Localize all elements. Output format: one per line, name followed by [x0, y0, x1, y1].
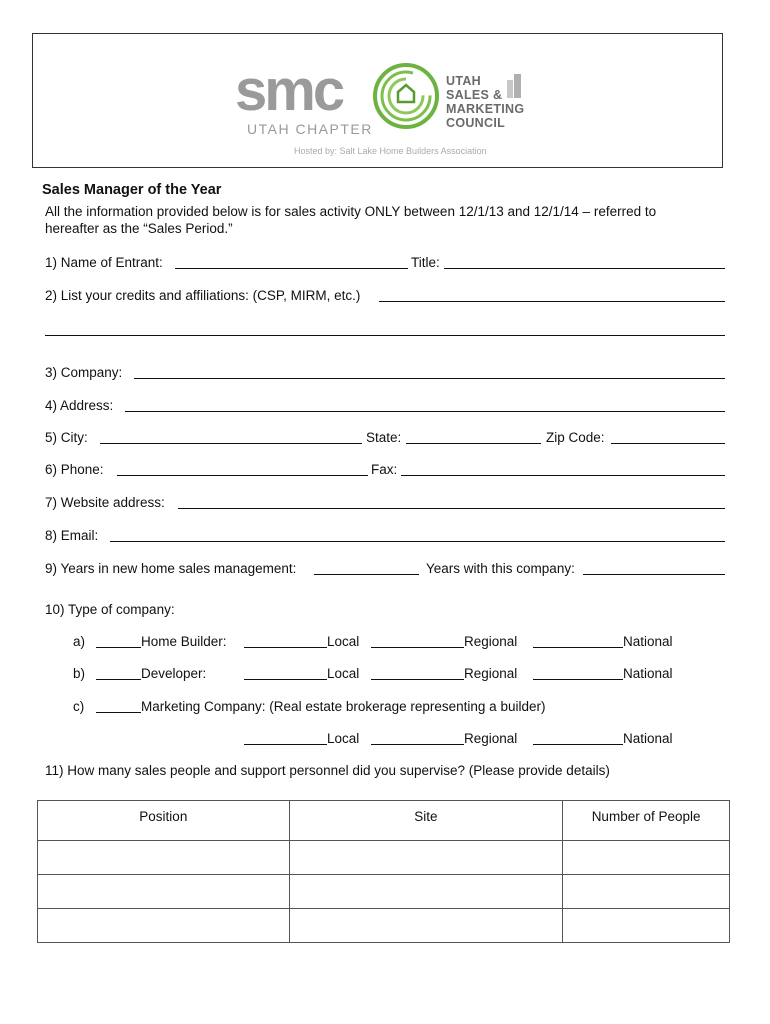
company-field[interactable] [134, 378, 725, 379]
scope-regional-label: Regional [464, 634, 518, 649]
credits-field[interactable] [379, 301, 725, 302]
q4-label: 4) Address: [45, 398, 114, 413]
q5-state-label: State: [366, 430, 402, 445]
developer-regional-field[interactable] [371, 679, 464, 680]
marketing-national-field[interactable] [533, 744, 623, 745]
marketing-local-field[interactable] [244, 744, 327, 745]
q5-label: 5) City: [45, 430, 88, 445]
years-company-field[interactable] [583, 574, 725, 575]
fax-field[interactable] [401, 475, 725, 476]
table-header-number: Number of People [563, 801, 730, 841]
scope-local-label: Local [327, 634, 360, 649]
form-title: Sales Manager of the Year [42, 182, 222, 198]
site-cell[interactable] [289, 841, 563, 875]
q9-company-label: Years with this company: [426, 561, 575, 576]
table-header-position: Position [38, 801, 290, 841]
chapter-label: UTAH CHAPTER [247, 121, 373, 137]
option-label: Marketing Company: (Real estate brokerage representing a builder) [141, 699, 546, 714]
entrant-name-field[interactable] [175, 268, 408, 269]
position-cell[interactable] [38, 841, 290, 875]
q5-zip-label: Zip Code: [546, 430, 605, 445]
credits-field-line-2[interactable] [45, 335, 725, 336]
site-cell[interactable] [289, 875, 563, 909]
hosted-by-text: Hosted by: Salt Lake Home Builders Association [294, 146, 487, 156]
option-letter: a) [73, 634, 86, 649]
developer-national-field[interactable] [533, 679, 623, 680]
q1-title-label: Title: [411, 255, 440, 270]
position-cell[interactable] [38, 909, 290, 943]
q10-label: 10) Type of company: [45, 602, 175, 617]
council-line: MARKETING [446, 102, 525, 116]
scope-local-label: Local [327, 666, 360, 681]
table-row [38, 841, 730, 875]
phone-field[interactable] [117, 475, 368, 476]
q2-label: 2) List your credits and affiliations: (CSP, MIRM, etc.) [45, 288, 361, 303]
q3-label: 3) Company: [45, 365, 123, 380]
marketing-regional-field[interactable] [371, 744, 464, 745]
email-field[interactable] [110, 541, 725, 542]
q9-label: 9) Years in new home sales management: [45, 561, 297, 576]
option-letter: c) [73, 699, 85, 714]
zip-field[interactable] [611, 443, 725, 444]
state-field[interactable] [406, 443, 541, 444]
site-cell[interactable] [289, 909, 563, 943]
option-label: Developer: [141, 666, 207, 681]
q1-label: 1) Name of Entrant: [45, 255, 163, 270]
scope-regional-label: Regional [464, 731, 518, 746]
building-icon [506, 74, 522, 98]
table-header-row [38, 801, 730, 841]
council-line: UTAH [446, 74, 481, 88]
developer-local-field[interactable] [244, 679, 327, 680]
home-builder-local-field[interactable] [244, 647, 327, 648]
scope-national-label: National [623, 634, 673, 649]
table-row [38, 909, 730, 943]
form-intro: All the information provided below is for sales activity ONLY between 12/1/13 and 12/1/14 – referred to hereafter as the “Sales Period.” [45, 204, 657, 236]
years-management-field[interactable] [314, 574, 419, 575]
city-field[interactable] [100, 443, 362, 444]
scope-local-label: Local [327, 731, 360, 746]
address-field[interactable] [125, 411, 725, 412]
council-line: COUNCIL [446, 116, 506, 130]
entrant-title-field[interactable] [444, 268, 725, 269]
option-letter: b) [73, 666, 86, 681]
number-cell[interactable] [563, 875, 730, 909]
scope-regional-label: Regional [464, 666, 518, 681]
smc-circle-house-icon [372, 62, 440, 130]
option-label: Home Builder: [141, 634, 227, 649]
website-field[interactable] [178, 508, 725, 509]
q7-label: 7) Website address: [45, 495, 165, 510]
home-builder-regional-field[interactable] [371, 647, 464, 648]
q6-label: 6) Phone: [45, 462, 104, 477]
smc-logo-text: smc [235, 58, 343, 123]
scope-national-label: National [623, 731, 673, 746]
table-header-site: Site [289, 801, 563, 841]
developer-check-field[interactable] [96, 679, 141, 680]
number-cell[interactable] [563, 841, 730, 875]
home-builder-national-field[interactable] [533, 647, 623, 648]
q11-label: 11) How many sales people and support personnel did you supervise? (Please provide details) [45, 763, 610, 778]
personnel-table [37, 800, 730, 943]
number-cell[interactable] [563, 909, 730, 943]
marketing-company-check-field[interactable] [96, 712, 141, 713]
q6-fax-label: Fax: [371, 462, 398, 477]
table-row [38, 875, 730, 909]
q8-label: 8) Email: [45, 528, 99, 543]
position-cell[interactable] [38, 875, 290, 909]
scope-national-label: National [623, 666, 673, 681]
home-builder-check-field[interactable] [96, 647, 141, 648]
council-line: SALES & [446, 88, 503, 102]
